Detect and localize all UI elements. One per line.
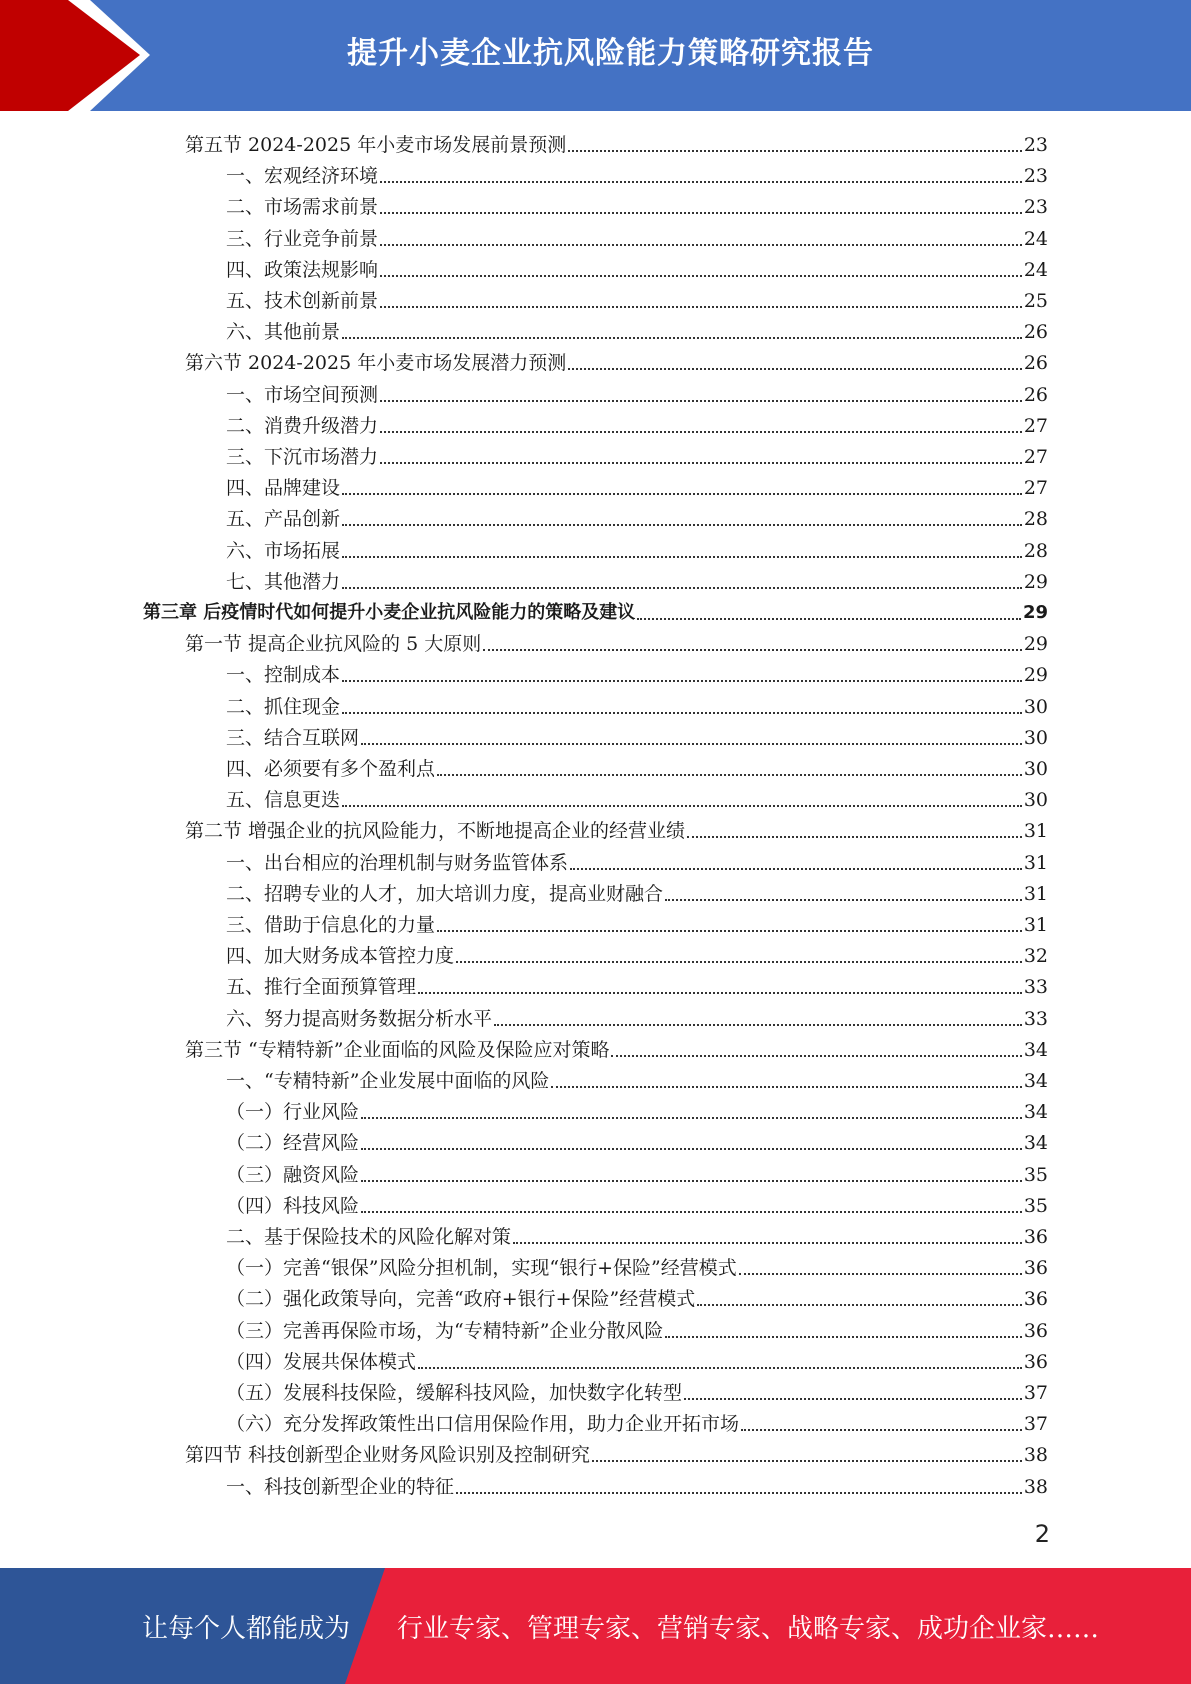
toc-entry-label: 五、推行全面预算管理 [226, 976, 417, 999]
toc-entry[interactable] [226, 282, 1048, 313]
toc-leader-dots [551, 1086, 1021, 1088]
toc-entry-page: 29 [1023, 570, 1048, 593]
toc-entry[interactable] [185, 625, 1048, 656]
toc-entry-label: 二、抓住现金 [226, 695, 341, 718]
toc-entry-page: 32 [1023, 945, 1048, 968]
toc-leader-dots [687, 836, 1022, 838]
toc-entry-page: 26 [1023, 321, 1048, 344]
toc-leader-dots [342, 337, 1022, 339]
toc-leader-dots [342, 680, 1022, 682]
toc-leader-dots [342, 805, 1022, 807]
footer-slogan-right: 行业专家、管理专家、营销专家、战略专家、成功企业家…… [397, 1613, 1100, 1644]
toc-entry-page: 26 [1023, 383, 1048, 406]
toc-leader-dots [361, 1211, 1022, 1213]
toc-entry-label: 六、努力提高财务数据分析水平 [226, 1007, 493, 1030]
toc-entry[interactable] [185, 344, 1048, 375]
toc-entry[interactable] [226, 688, 1048, 719]
toc-entry-label: 四、必须要有多个盈利点 [226, 758, 436, 780]
toc-entry[interactable] [226, 781, 1048, 812]
toc-entry-page: 27 [1023, 477, 1048, 500]
toc-leader-dots [568, 150, 1022, 152]
toc-leader-dots [380, 400, 1022, 402]
toc-entry-page: 36 [1023, 1319, 1048, 1342]
toc-entry-label: 二、基于保险技术的风险化解对策 [226, 1226, 512, 1248]
toc-entry[interactable] [226, 1312, 1048, 1343]
toc-entry-page: 24 [1023, 227, 1048, 250]
toc-entry[interactable] [226, 1280, 1048, 1311]
toc-leader-dots [418, 992, 1022, 994]
toc-leader-dots [637, 618, 1021, 620]
toc-entry-page: 28 [1023, 539, 1048, 562]
toc-entry-page: 34 [1023, 1132, 1048, 1155]
toc-entry-label: （三）完善再保险市场，为“专精特新”企业分散风险 [226, 1319, 664, 1342]
toc-leader-dots [437, 930, 1022, 932]
toc-leader-dots [684, 1398, 1022, 1400]
toc-entry-label: （四）发展共保体模式 [226, 1350, 417, 1373]
toc-entry-page: 23 [1023, 196, 1048, 219]
toc-leader-dots [380, 181, 1022, 183]
toc-entry[interactable] [226, 376, 1048, 407]
toc-entry-label: 第三章 后疫情时代如何提升小麦企业抗风险能力的策略及建议 [143, 602, 636, 623]
toc-entry-page: 30 [1023, 789, 1048, 812]
toc-entry-label: 四、加大财务成本管控力度 [226, 945, 455, 968]
toc-entry-label: （五）发展科技保险，缓解科技风险，加快数字化转型 [226, 1382, 683, 1404]
toc-entry-label: 五、信息更迭 [226, 789, 341, 812]
toc-entry-label: 四、品牌建设 [226, 477, 341, 500]
toc-entry-page: 28 [1023, 508, 1048, 531]
toc-leader-dots [456, 1492, 1022, 1494]
toc-entry-label: 二、招聘专业的人才，加大培训力度，提高业财融合 [226, 882, 664, 905]
report-title: 提升小麦企业抗风险能力策略研究报告 [347, 36, 874, 71]
toc-entry[interactable] [226, 906, 1048, 937]
toc-leader-dots [456, 961, 1022, 963]
toc-entry-label: （一）行业风险 [226, 1101, 360, 1124]
toc-entry[interactable] [226, 532, 1048, 563]
toc-entry-page: 23 [1023, 165, 1048, 188]
page-footer [0, 1568, 1191, 1684]
toc-entry-label: 第六节 2024-2025 年小麦市场发展潜力预测 [185, 352, 567, 375]
toc-entry[interactable] [226, 750, 1048, 781]
toc-leader-dots [380, 462, 1022, 464]
toc-entry[interactable] [185, 812, 1048, 843]
toc-entry-page: 36 [1023, 1226, 1048, 1248]
toc-entry-label: 四、政策法规影响 [226, 258, 379, 281]
toc-leader-dots [342, 493, 1022, 495]
toc-leader-dots [380, 431, 1022, 433]
toc-entry-page: 29 [1023, 633, 1048, 656]
toc-entry-label: 一、科技创新型企业的特征 [226, 1475, 455, 1498]
toc-entry-label: 五、产品创新 [226, 508, 341, 531]
toc-entry-page: 34 [1023, 1101, 1048, 1124]
toc-entry-page: 36 [1023, 1257, 1048, 1280]
toc-entry[interactable] [226, 313, 1048, 344]
toc-entry-label: 五、技术创新前景 [226, 290, 379, 312]
toc-entry-label: 一、出台相应的治理机制与财务监管体系 [226, 851, 569, 874]
toc-entry[interactable] [226, 407, 1048, 438]
toc-entry-label: 第一节 提高企业抗风险的 5 大原则 [185, 633, 482, 656]
toc-entry-page: 30 [1023, 758, 1048, 780]
toc-entry-label: （四）科技风险 [226, 1194, 360, 1217]
toc-leader-dots [494, 1024, 1022, 1026]
toc-entry[interactable] [226, 1374, 1048, 1405]
toc-leader-dots [665, 1336, 1021, 1338]
toc-leader-dots [342, 587, 1022, 589]
toc-entry-label: 三、结合互联网 [226, 726, 360, 749]
toc-entry-label: 二、消费升级潜力 [226, 414, 379, 437]
toc-entry[interactable] [185, 126, 1048, 157]
toc-entry-page: 25 [1023, 290, 1048, 312]
toc-entry-page: 35 [1023, 1163, 1048, 1186]
toc-entry[interactable] [226, 1218, 1048, 1249]
toc-entry-page: 26 [1023, 352, 1048, 375]
toc-leader-dots [437, 774, 1022, 776]
toc-entry-page: 30 [1023, 695, 1048, 718]
toc-entry-label: 六、市场拓展 [226, 539, 341, 562]
toc-entry-page: 37 [1023, 1382, 1048, 1404]
toc-entry[interactable] [226, 251, 1048, 282]
toc-entry[interactable] [226, 1156, 1048, 1187]
toc-entry[interactable] [226, 220, 1048, 251]
toc-entry[interactable] [226, 656, 1048, 687]
toc-entry[interactable] [226, 875, 1048, 906]
toc-entry-page: 37 [1023, 1413, 1048, 1436]
toc-entry-label: 一、控制成本 [226, 664, 341, 687]
toc-entry-label: 二、市场需求前景 [226, 196, 379, 219]
toc-entry-label: 七、其他潜力 [226, 570, 341, 593]
toc-leader-dots [361, 743, 1022, 745]
toc-leader-dots [342, 556, 1022, 558]
toc-entry[interactable] [226, 1187, 1048, 1218]
toc-leader-dots [418, 1367, 1022, 1369]
toc-entry-label: 六、其他前景 [226, 321, 341, 344]
footer-slogan-left: 让每个人都能成为 [142, 1613, 351, 1644]
toc-entry-label: （六）充分发挥政策性出口信用保险作用，助力企业开拓市场 [226, 1413, 740, 1436]
toc-entry-page: 34 [1023, 1070, 1048, 1092]
toc-entry[interactable] [226, 968, 1048, 999]
toc-entry-page: 27 [1023, 446, 1048, 468]
toc-entry-page: 34 [1023, 1038, 1048, 1061]
toc-entry[interactable] [226, 1343, 1048, 1374]
toc-entry[interactable] [185, 1436, 1048, 1467]
toc-entry-label: 第三节 “专精特新”企业面临的风险及保险应对策略 [185, 1038, 610, 1061]
toc-entry-page: 31 [1023, 882, 1048, 905]
toc-entry-label: 第四节 科技创新型企业财务风险识别及控制研究 [185, 1444, 591, 1467]
toc-entry[interactable] [226, 438, 1048, 469]
toc-entry-page: 29 [1022, 602, 1048, 623]
toc-entry-label: 三、借助于信息化的力量 [226, 914, 436, 936]
toc-leader-dots [568, 368, 1022, 370]
toc-leader-dots [342, 712, 1022, 714]
toc-entry-page: 23 [1023, 134, 1048, 156]
toc-leader-dots [592, 1460, 1022, 1462]
toc-entry-label: 第二节 增强企业的抗风险能力，不断地提高企业的经营业绩 [185, 820, 686, 843]
toc-entry[interactable] [226, 469, 1048, 500]
toc-leader-dots [361, 1180, 1022, 1182]
toc-leader-dots [741, 1429, 1022, 1431]
toc-leader-dots [513, 1242, 1022, 1244]
toc-leader-dots [483, 649, 1022, 651]
toc-leader-dots [611, 1055, 1021, 1057]
toc-entry[interactable] [226, 1093, 1048, 1124]
toc-entry[interactable] [226, 1000, 1048, 1031]
toc-entry-label: （三）融资风险 [226, 1163, 360, 1186]
toc-leader-dots [570, 868, 1022, 870]
toc-entry-label: 一、市场空间预测 [226, 383, 379, 406]
toc-entry[interactable] [226, 1405, 1048, 1436]
toc-entry[interactable] [226, 1249, 1048, 1280]
toc-leader-dots [361, 1148, 1022, 1150]
toc-leader-dots [665, 899, 1022, 901]
toc-entry[interactable] [226, 500, 1048, 531]
toc-leader-dots [380, 306, 1022, 308]
toc-entry-label: 三、下沉市场潜力 [226, 446, 379, 468]
page-number: 2 [1034, 1520, 1050, 1548]
toc-entry[interactable] [226, 1468, 1048, 1499]
toc-entry-label: （二）经营风险 [226, 1132, 360, 1155]
toc-entry-page: 30 [1023, 726, 1048, 749]
toc-entry-page: 31 [1023, 851, 1048, 874]
toc-leader-dots [380, 275, 1022, 277]
toc-entry[interactable] [226, 1062, 1048, 1093]
toc-entry[interactable] [226, 844, 1048, 875]
toc-entry[interactable] [226, 1124, 1048, 1155]
toc-leader-dots [739, 1273, 1022, 1275]
toc-entry-page: 27 [1023, 414, 1048, 437]
toc-entry-page: 31 [1023, 914, 1048, 936]
toc-entry-page: 35 [1023, 1194, 1048, 1217]
toc-leader-dots [380, 244, 1022, 246]
toc-entry[interactable] [226, 937, 1048, 968]
toc-entry-page: 36 [1023, 1288, 1048, 1311]
toc-entry[interactable] [226, 719, 1048, 750]
toc-entry[interactable] [226, 157, 1048, 188]
toc-entry-page: 24 [1023, 258, 1048, 281]
toc-entry-label: 一、宏观经济环境 [226, 165, 379, 188]
toc-entry-page: 38 [1023, 1444, 1048, 1467]
toc-entry-label: 第五节 2024-2025 年小麦市场发展前景预测 [185, 134, 567, 156]
toc-entry-label: 三、行业竞争前景 [226, 227, 379, 250]
toc-entry-page: 38 [1023, 1475, 1048, 1498]
toc-leader-dots [380, 212, 1022, 214]
toc-entry-page: 29 [1023, 664, 1048, 687]
toc-leader-dots [342, 524, 1022, 526]
toc-entry-page: 33 [1023, 1007, 1048, 1030]
toc-entry[interactable] [143, 594, 1048, 625]
toc-leader-dots [361, 1117, 1022, 1119]
toc-entry-label: （二）强化政策导向，完善“政府+银行+保险”经营模式 [226, 1288, 696, 1311]
toc-leader-dots [697, 1304, 1022, 1306]
toc-entry-label: （一）完善“银保”风险分担机制，实现“银行+保险”经营模式 [226, 1257, 737, 1280]
toc-entry[interactable] [226, 563, 1048, 594]
toc-entry-page: 33 [1023, 976, 1048, 999]
toc-entry-label: 一、“专精特新”企业发展中面临的风险 [226, 1070, 550, 1092]
toc-entry-page: 36 [1023, 1350, 1048, 1373]
toc-entry-page: 31 [1023, 820, 1048, 843]
toc-entry[interactable] [226, 188, 1048, 219]
page-header [0, 0, 1191, 111]
toc-entry[interactable] [185, 1031, 1048, 1062]
